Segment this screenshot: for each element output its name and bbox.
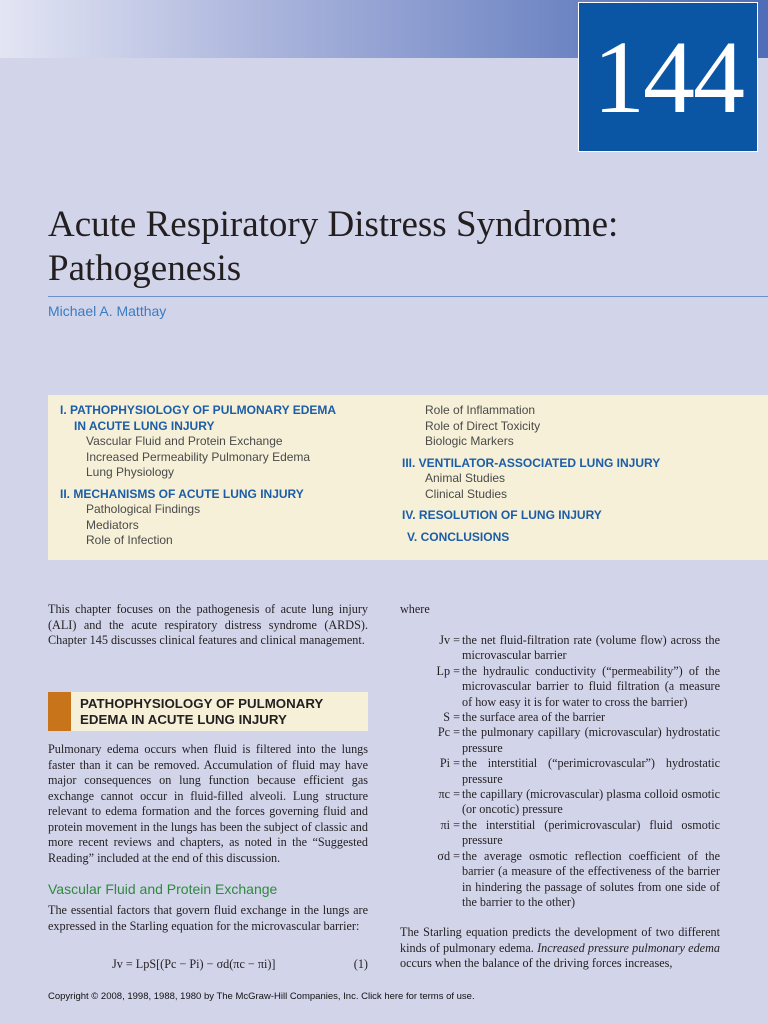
starling-equation [112,957,368,972]
author-name: Michael A. Matthay [48,303,167,319]
definition-text: the surface area of the barrier [462,710,606,725]
chapter-title-line2: Pathogenesis [48,248,242,289]
starling-paragraph [400,925,720,972]
definition-text: the net fluid-filtration rate (volume flow) across the microvascular barrier [462,633,720,663]
definition-item [400,756,720,787]
definition-symbol: Pc = [437,725,460,740]
chapter-title [48,203,708,291]
toc-entry[interactable]: Animal Studies [425,471,506,485]
definition-symbol: σd = [437,848,460,863]
copyright-notice[interactable]: Copyright © 2008, 1998, 1988, 1980 by The McGraw-Hill Companies, Inc. Click here for terms of use. [48,991,475,1002]
toc-entry[interactable]: Pathological Findings [86,502,201,516]
definition-text: the average osmotic reflection coefficient of the barrier (a measure of the effectiveness of the barrier in hindering the passage of solutes from one side of the barrier to the other) [462,848,720,909]
definition-text: the hydraulic conductivity (“permeability”) of the microvascular barrier to fluid filtration (a measure of how easy it is for water to cross the barrier) [462,663,720,709]
title-rule [48,296,768,297]
toc-entry[interactable]: Lung Physiology [86,465,175,479]
chapter-title-line1: Acute Respiratory Distress Syndrome: [48,204,619,245]
intro-paragraph: This chapter focuses on the pathogenesis of acute lung injury (ALI) and the acute respiratory distress syndrome (ARDS). Chapter 145 discusses clinical features and clinical management. [48,602,368,647]
chapter-number: 144 [578,2,758,152]
starling-text-emphasis: Increased pressure pulmonary edema [537,940,720,955]
table-of-contents [48,395,768,560]
toc-section-3[interactable]: III. VENTILATOR-ASSOCIATED LUNG INJURY [402,455,661,470]
definition-text: the capillary (microvascular) plasma colloid osmotic (or oncotic) pressure [462,787,720,817]
definition-text: the pulmonary capillary (microvascular) hydrostatic pressure [462,725,720,755]
section-heading-bar [48,692,71,731]
toc-column-right [402,403,732,545]
definition-symbol: Pi = [439,756,460,771]
toc-entry[interactable]: Role of Direct Toxicity [425,418,541,433]
section-heading-line2: EDEMA IN ACUTE LUNG INJURY [80,712,287,727]
toc-entry[interactable]: Role of Infection [86,533,173,547]
subsection-paragraph: The essential factors that govern fluid exchange in the lungs are expressed in the Starling equation for the microvascular barrier: [48,903,368,933]
section-heading [48,692,368,731]
toc-entry[interactable]: Role of Inflammation [425,403,536,417]
definition-item [400,633,720,664]
toc-section-2[interactable]: II. MECHANISMS OF ACUTE LUNG INJURY [60,486,304,501]
where-label: where [400,602,430,616]
section-paragraph: Pulmonary edema occurs when fluid is filtered into the lungs faster than it can be removed. Accumulation of fluid may have major consequences on lung function because efficient gas exchange cannot occur in fluid-filled alveoli. Lung structure relevant to edema formation and the forces governing fluid and protein movement in the lungs has been the subject of classic and more recent reviews and chapters, as noted in the “Suggested Reading” included at the end of this discussion. [48,742,368,865]
definition-item [400,664,720,710]
definition-symbol: Jv = [439,633,460,647]
starling-text-a: The Starling equation predicts the development of two different kinds of pulmonary edema. [400,925,720,955]
starling-text-b: occurs when the balance of the driving forces increases, [400,956,673,970]
toc-section-1-cont[interactable]: IN ACUTE LUNG INJURY [74,418,215,433]
toc-entry[interactable]: Mediators [86,517,139,532]
subsection-heading: Vascular Fluid and Protein Exchange [48,881,278,897]
toc-entry[interactable]: Vascular Fluid and Protein Exchange [86,434,283,448]
toc-entry[interactable]: Increased Permeability Pulmonary Edema [86,449,311,464]
section-heading-line1: PATHOPHYSIOLOGY OF PULMONARY [80,696,324,711]
definition-text: the interstitial (perimicrovascular) fluid osmotic pressure [462,817,720,848]
definition-item [400,725,720,756]
definition-symbol: πi = [440,817,460,832]
toc-section-4[interactable]: IV. RESOLUTION OF LUNG INJURY [402,508,602,522]
definition-text: the interstitial (“perimicrovascular”) hydrostatic pressure [462,756,720,786]
definition-symbol: Lp = [436,663,460,678]
equation-number: (1) [353,957,368,971]
toc-entry[interactable]: Clinical Studies [425,486,508,501]
definitions-list [400,633,720,910]
definition-item [400,818,720,849]
definition-item [400,849,720,911]
definition-symbol: S = [443,710,460,725]
definition-symbol: πc = [438,787,460,802]
toc-section-1[interactable]: I. PATHOPHYSIOLOGY OF PULMONARY EDEMA [60,403,337,417]
toc-column-left [60,403,380,549]
toc-section-5[interactable]: V. CONCLUSIONS [407,529,510,544]
equation-text: Jv = LpS[(Pc − Pi) − σd(πc − πi)] [112,957,276,971]
toc-entry[interactable]: Biologic Markers [425,434,514,448]
definition-item [400,787,720,818]
definition-item [400,710,720,725]
